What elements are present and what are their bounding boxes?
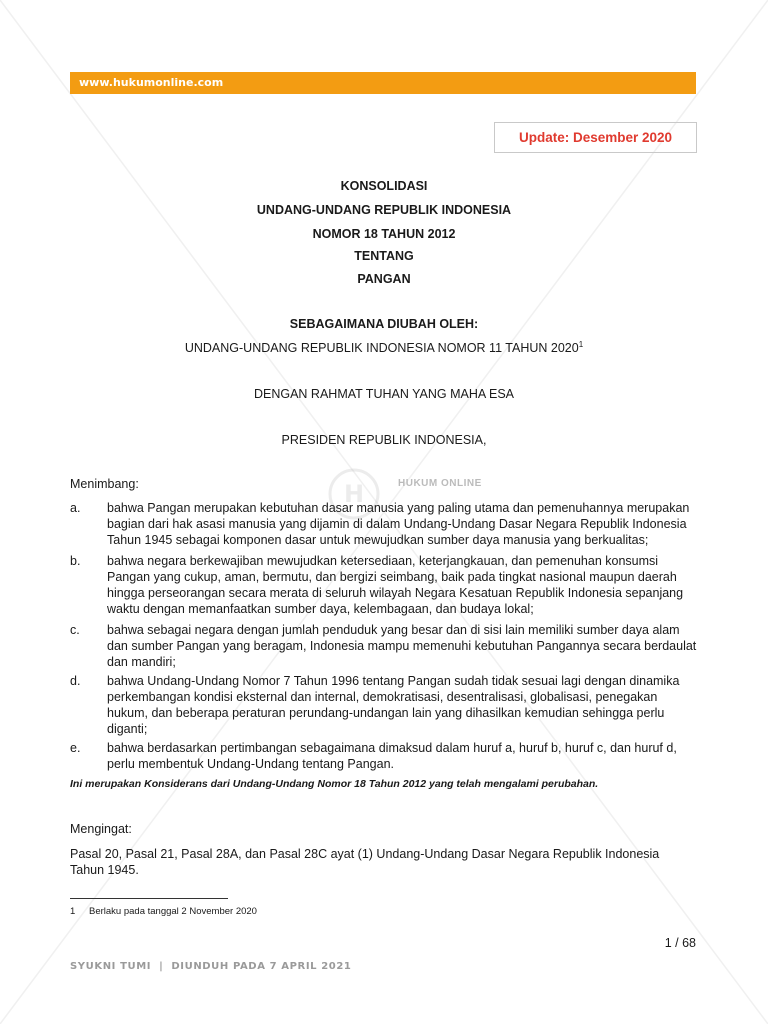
title-subject: PANGAN <box>357 272 411 286</box>
footer-user: SYUKNI TUMI <box>70 961 152 972</box>
item-text: bahwa Pangan merupakan kebutuhan dasar manusia yang paling utama dan pemenuhannya merupakan bagian dari hak asasi manusia yang dijamin di dalam Undang-Undang Dasar Negara Republik Indonesia Tahun 1945 sebagai komponen dasar untuk mewujudkan sumber daya manusia yang berkualitas; <box>107 501 690 547</box>
blessing-line: DENGAN RAHMAT TUHAN YANG MAHA ESA <box>253 387 514 401</box>
president-line: PRESIDEN REPUBLIK INDONESIA, <box>281 433 487 447</box>
title-konsolidasi: KONSOLIDASI <box>340 179 428 193</box>
amended-by-heading: SEBAGAIMANA DIUBAH OLEH: <box>289 317 479 331</box>
mengingat-text: Pasal 20, Pasal 21, Pasal 28A, dan Pasal 28C ayat (1) Undang-Undang Dasar Negara Republik Indonesia Tahun 1945. <box>70 847 660 877</box>
item-letter: c. <box>70 623 80 637</box>
item-letter: b. <box>70 554 81 568</box>
menimbang-label: Menimbang: <box>70 477 139 491</box>
title-law-number: NOMOR 18 TAHUN 2012 <box>312 227 456 241</box>
footer-separator: | <box>159 961 164 972</box>
item-text: bahwa Undang-Undang Nomor 7 Tahun 1996 tentang Pangan sudah tidak sesuai lagi dengan dinamika perkembangan kondisi eksternal dan internal, demokratisasi, desentralisasi, globalisasi, penegakan hukum, dan beberapa peraturan perundang-undangan lain yang dihasilkan kemudian sehingga perlu diganti; <box>107 674 680 736</box>
footnote <box>70 906 257 917</box>
item-letter: d. <box>70 674 81 688</box>
mengingat-label: Mengingat: <box>70 822 132 836</box>
consideration-note: Ini merupakan Konsiderans dari Undang-Undang Nomor 18 Tahun 2012 yang telah mengalami perubahan. <box>70 778 599 790</box>
watermark-text: HUKUM ONLINE <box>398 478 482 489</box>
footnote-text: Berlaku pada tanggal 2 November 2020 <box>89 906 257 917</box>
title-tentang: TENTANG <box>354 249 414 263</box>
item-text: bahwa negara berkewajiban mewujudkan ketersediaan, keterjangkauan, dan pemenuhan konsumsi Pangan yang cukup, aman, bermutu, dan bergizi seimbang, baik pada tingkat nasional maupun daerah hingga perseorangan secara merata di seluruh wilayah Negara Kesatuan Republik Indonesia sepanjang waktu dengan memanfaatkan sumber daya, kelembagaan, dan budaya lokal; <box>107 554 684 616</box>
footnote-number: 1 <box>70 906 76 917</box>
item-text: bahwa sebagai negara dengan jumlah penduduk yang besar dan di sisi lain memiliki sumber daya alam dan sumber Pangan yang beragam, Indonesia mampu memenuhi kebutuhan Pangannya secara berdaulat dan mandiri; <box>107 623 697 669</box>
item-text: bahwa berdasarkan pertimbangan sebagaimana dimaksud dalam huruf a, huruf b, huruf c, dan huruf d, perlu membentuk Undang-Undang tentang Pangan. <box>107 741 677 771</box>
site-url-link[interactable]: www.hukumonline.com <box>79 76 224 89</box>
site-header-bar <box>70 72 696 94</box>
title-law-name: UNDANG-UNDANG REPUBLIK INDONESIA <box>256 203 512 217</box>
footnote-divider <box>70 898 228 899</box>
item-letter: a. <box>70 501 81 515</box>
amending-law <box>0 340 768 355</box>
footnote-reference[interactable]: 1 <box>578 340 584 349</box>
page-number: 1 / 68 <box>664 936 696 950</box>
footer-download-info: DIUNDUH PADA 7 APRIL 2021 <box>171 961 352 972</box>
download-footer <box>70 961 351 972</box>
amending-law-title: UNDANG-UNDANG REPUBLIK INDONESIA NOMOR 11 TAHUN 2020 <box>184 341 579 356</box>
svg-text:H: H <box>343 480 365 508</box>
item-letter: e. <box>70 741 81 755</box>
update-badge: Update: Desember 2020 <box>494 122 697 153</box>
